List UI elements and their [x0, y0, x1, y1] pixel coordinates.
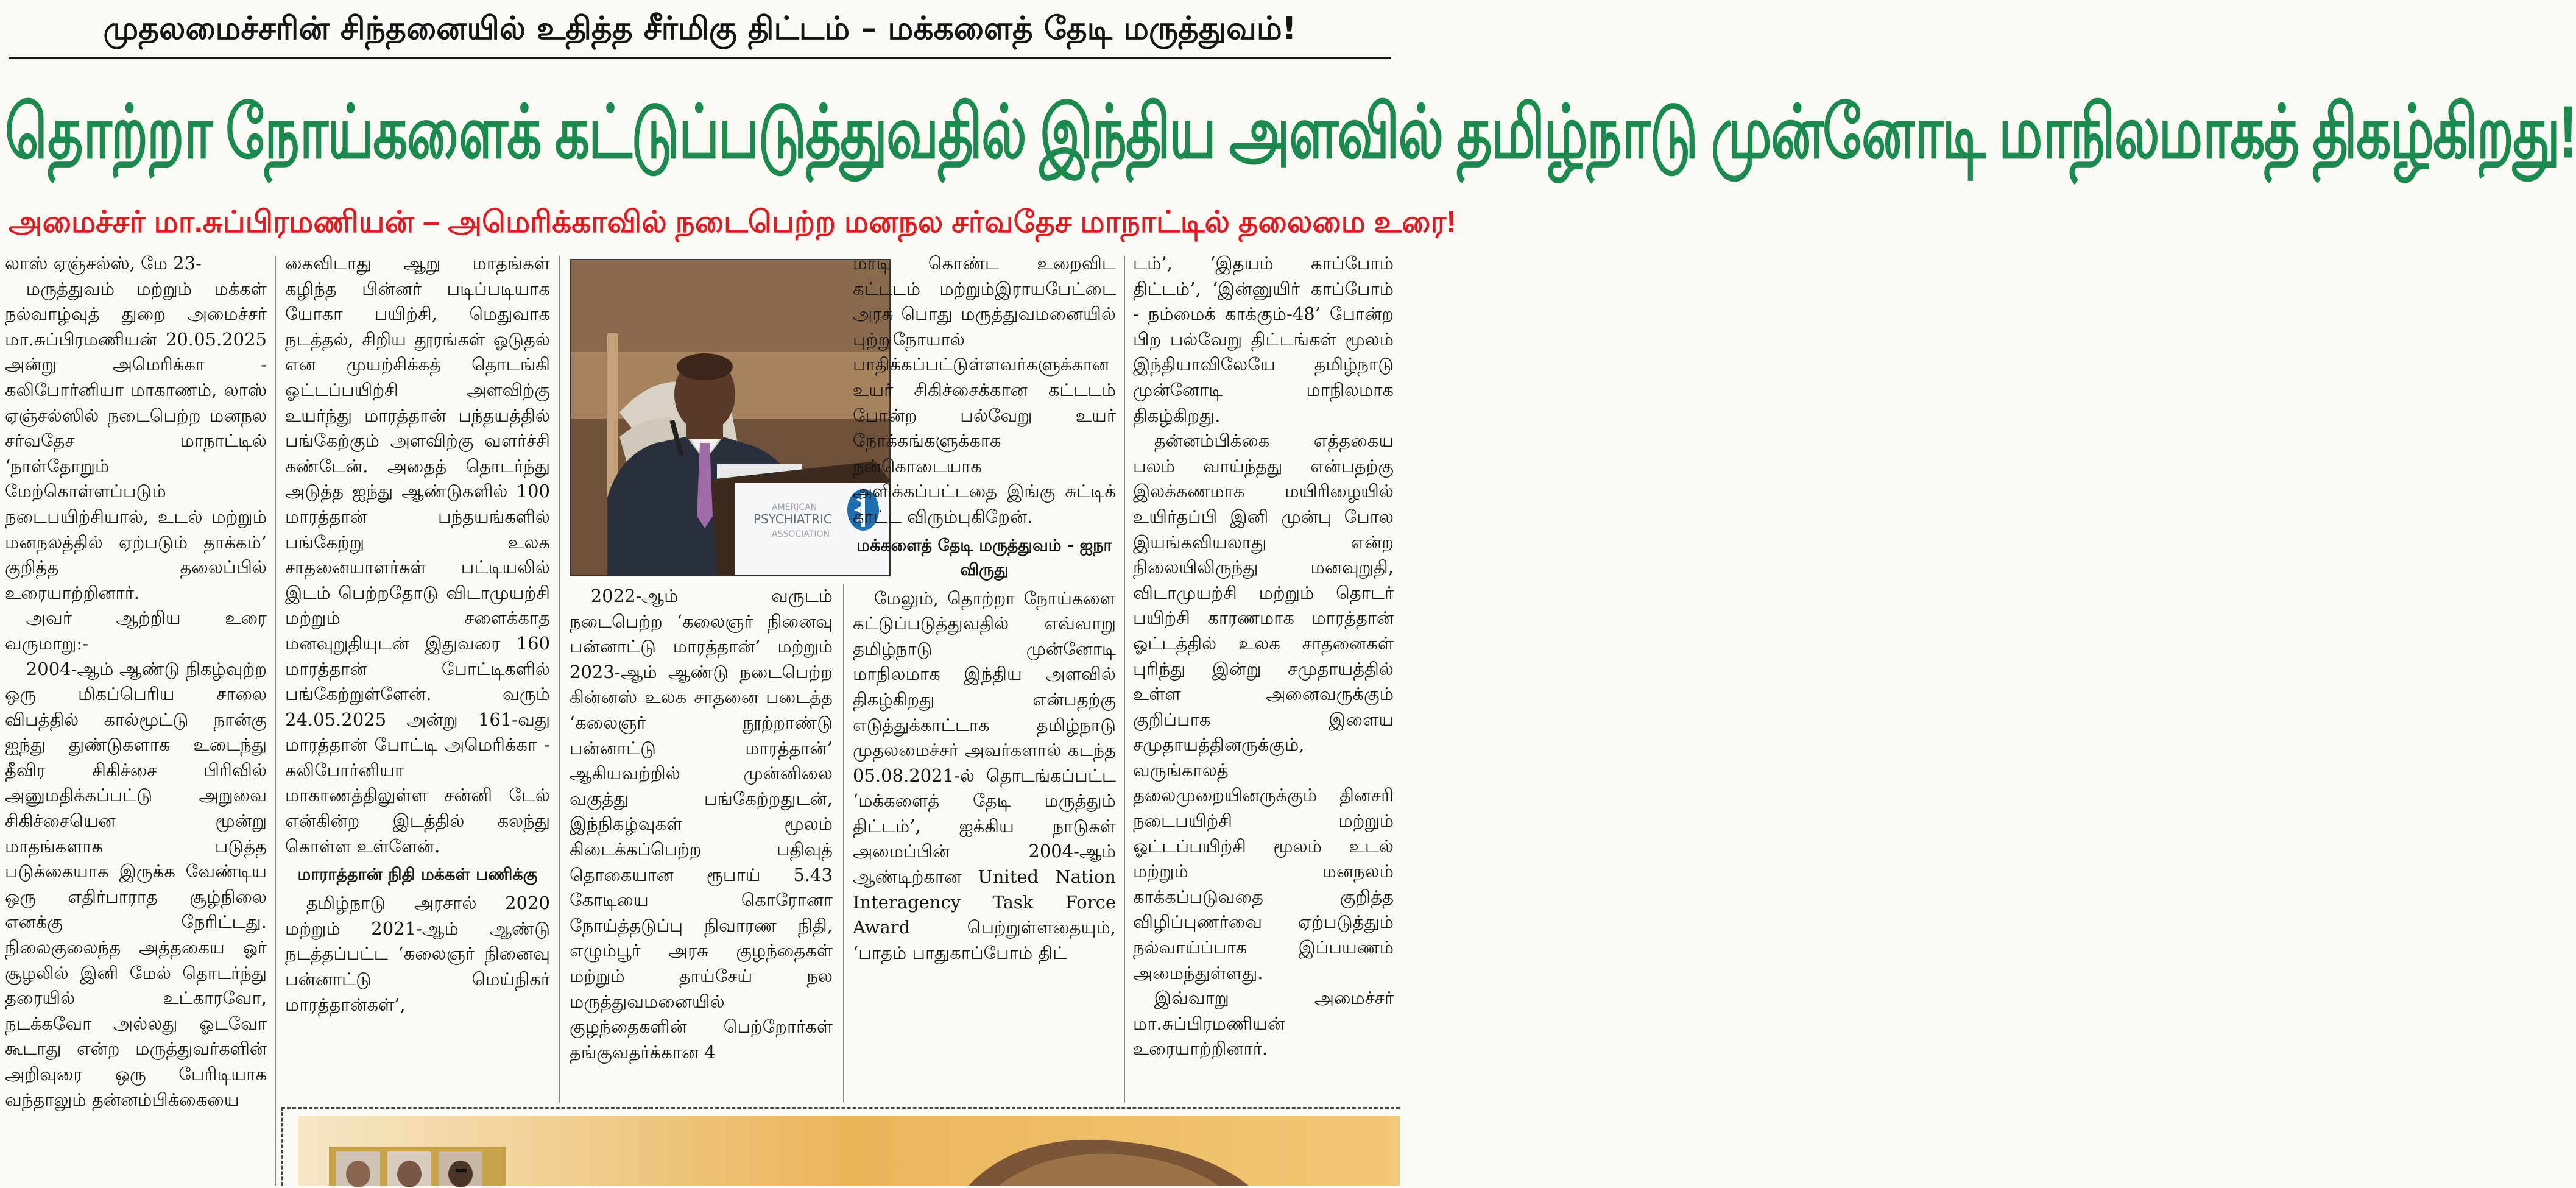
column-divider	[559, 256, 560, 1103]
article-paragraph: இவ்வாறு அமைச்சர் மா.சுப்பிரமணியன் உரையாற்றினார்.	[1133, 988, 1394, 1059]
section-subheading: மக்களைத் தேடி மருத்துவம் - ஐநா விருது	[856, 536, 1112, 579]
article-paragraph: மாடி கொண்ட உறைவிட கட்டடம் மற்றும்இராயபேட்டை அரசு பொது மருத்துவமனையில் புற்றுநோயால் பாதிக்கப்பட்டுள்ளவர்களுக்கான உயர் சிகிச்சைக்கான கட்டடம் போன்ற பல்வேறு உயர் நோக்கங்களுக்காக நன்கொடையாக அளிக்கப்பட்டதை இங்கு சுட்டிக் காட்ட விரும்புகிறேன்.	[853, 253, 1116, 527]
article-column-3	[570, 584, 833, 1098]
article-column-2	[285, 251, 550, 1098]
article-paragraph: மருத்துவம் மற்றும் மக்கள் நல்வாழ்வுத் துறை அமைச்சர் மா.சுப்பிரமணியன் 20.05.2025 அன்று அமெரிக்கா - கலிபோர்னியா மாகாணம், லாஸ் ஏஞ்சல்ஸில் நடைபெற்ற மனநல சர்வதேச மாநாட்டில் ‘நாள்தோறும் மேற்கொள்ளப்படும் நடைபயிற்சியால், உடல் மற்றும் மனநலத்தில் ஏற்படும் தாக்கம்’ குறித்த தலைப்பில் உரையாற்றினார்.	[5, 278, 267, 603]
column-divider	[1124, 256, 1125, 1103]
article-paragraph: தன்னம்பிக்கை எத்தகைய பலம் வாய்ந்தது என்பதற்கு இலக்கணமாக மயிரிழையில் உயிர்தப்பி இனி முன்பு போல இயங்கவியலாது என்ற நிலையிலிருந்து மனவுறுதி, விடாமுயற்சி மற்றும் தொடர் பயிற்சி காரணமாக மாரத்தான் ஓட்டத்தில் உலக சாதனைகள் புரிந்து இன்று சமுதாயத்தில் உள்ள அனைவருக்கும் குறிப்பாக இளைய சமுதாயத்தினருக்கும், வருங்காலத் தலைமுறையினருக்கும் தினசரி நடைபயிற்சி மற்றும் ஓட்டப்பயிற்சி மூலம் உடல் மற்றும் மனநலம் காக்கப்படுவதை குறித்த விழிப்புணர்வை ஏற்படுத்தும் நல்வாய்ப்பாக இப்பயணம் அமைந்துள்ளது.	[1133, 430, 1394, 983]
article-column-1	[5, 251, 267, 1186]
main-headline: தொற்றா நோய்களைக் கட்டுப்படுத்துவதில் இந்திய அளவில் தமிழ்நாடு முன்னோடி மாநிலமாகத் திகழ்கிறது!	[5, 91, 2576, 174]
column-divider	[275, 256, 276, 1186]
advertisement-image	[298, 1116, 1400, 1186]
article-paragraph: அவர் ஆற்றிய உரை வருமாறு:-	[5, 607, 267, 654]
podium-logo-line1: AMERICAN	[772, 503, 817, 512]
section-subheading: மாராத்தான் நிதி மக்கள் பணிக்கு	[297, 865, 538, 885]
podium-logo-line2: PSYCHIATRIC	[753, 512, 832, 526]
column-divider	[843, 584, 844, 1103]
article-photo	[570, 259, 891, 576]
article-column-4	[853, 251, 1116, 1098]
article-paragraph: கைவிடாது ஆறு மாதங்கள் கழிந்த பின்னர் படிப்படியாக யோகா பயிற்சி, மெதுவாக நடத்தல், சிறிய தூரங்கள் ஓடுதல் என முயற்சிக்கத் தொடங்கி ஓட்டப்பயிற்சி அளவிற்கு உயர்ந்து மாரத்தான் பந்தயத்தில் பங்கேற்கும் அளவிற்கு வளர்ச்சி கண்டேன். அதைத் தொடர்ந்து அடுத்த ஐந்து ஆண்டுகளில் 100 மாரத்தான் பந்தயங்களில் பங்கேற்று உலக சாதனையாளர்கள் பட்டியலில் இடம் பெற்றதோடு விடாமுயற்சி மற்றும் சளைக்காத மனவுறுதியுடன் இதுவரை 160 மாரத்தான் போட்டிகளில் பங்கேற்றுள்ளேன். வரும் 24.05.2025 அன்று 161-வது மாரத்தான் போட்டி அமெரிக்கா - கலிபோர்னியா மாகாணத்திலுள்ள சன்னி டேல் என்கின்ற இடத்தில் கலந்து கொள்ள உள்ளேன்.	[285, 253, 550, 857]
kicker-headline: முதலமைச்சரின் சிந்தனையில் உதித்த சீர்மிகு திட்டம் – மக்களைத் தேடி மருத்துவம்!	[103, 10, 1297, 47]
advertisement-strip	[298, 1116, 1400, 1186]
article-paragraph: டம்’, ‘இதயம் காப்போம் திட்டம்’, ‘இன்னுயிர் காப்போம் - நம்மைக் காக்கும்-48’ போன்ற பிற பல்வேறு திட்டங்கள் மூலம் இந்தியாவிலேயே தமிழ்நாடு முன்னோடி மாநிலமாக திகழ்கிறது.	[1133, 253, 1394, 426]
article-paragraph: தமிழ்நாடு அரசால் 2020 மற்றும் 2021-ஆம் ஆண்டு நடத்தப்பட்ட ‘கலைஞர் நினைவு பன்னாட்டு மெய்நிகர் மாரத்தான்கள்’,	[285, 893, 550, 1015]
article-paragraph: 2022-ஆம் வருடம் நடைபெற்ற ‘கலைஞர் நினைவு பன்னாட்டு மாரத்தான்’ மற்றும் 2023-ஆம் ஆண்டு நடைபெற்ற கின்னஸ் உலக சாதனை படைத்த ‘கலைஞர் நூற்றாண்டு பன்னாட்டு மாரத்தான்’ ஆகியவற்றில் முன்னிலை வகுத்து பங்கேற்றதுடன், இந்நிகழ்வுகள் மூலம் கிடைக்கப்பெற்ற பதிவுத் தொகையான ரூபாய் 5.43 கோடியை கொரோனா நோய்த்தடுப்பு நிவாரண நிதி, எழும்பூர் அரசு குழந்தைகள் மற்றும் தாய்சேய் நல மருத்துவமனையில் குழந்தைகளின் பெற்றோர்கள் தங்குவதர்க்கான 4	[570, 585, 833, 1062]
sub-headline: அமைச்சர் மா.சுப்பிரமணியன் – அமெரிக்காவில் நடைபெற்ற மனநல சர்வதேச மாநாட்டில் தலைமை உரை!	[9, 205, 1456, 239]
speaker-at-podium-photo	[571, 260, 889, 575]
advert-border-left	[281, 1107, 283, 1186]
article-paragraph: மேலும், தொற்றா நோய்களை கட்டுப்படுத்துவதில் எவ்வாறு தமிழ்நாடு முன்னோடி மாநிலமாக இந்திய அளவில் திகழ்கிறது என்பதற்கு எடுத்துக்காட்டாக தமிழ்நாடு முதலமைச்சர் அவர்களால் கடந்த 05.08.2021-ல் தொடங்கப்பட்ட ‘மக்களைத் தேடி மருத்தும் திட்டம்’, ஐக்கிய நாடுகள் அமைப்பின் 2004-ஆம் ஆண்டிற்கான United Nation Interagency Task Force Award பெற்றுள்ளதையும், ‘பாதம் பாதுகாப்போம் திட்	[853, 587, 1116, 963]
article-column-5	[1133, 251, 1394, 1098]
dateline: லாஸ் ஏஞ்சல்ஸ், மே 23-	[5, 253, 202, 274]
advert-border-top	[281, 1107, 1400, 1109]
podium-logo-line3: ASSOCIATION	[772, 529, 830, 539]
article-paragraph: 2004-ஆம் ஆண்டு நிகழ்வுற்ற ஒரு மிகப்பெரிய சாலை விபத்தில் கால்மூட்டு நான்கு ஐந்து துண்டுகளாக உடைந்து தீவிர சிகிச்சை பிரிவில் அனுமதிக்கப்பட்டு அறுவை சிகிச்சையென மூன்று மாதங்களாக படுத்த படுக்கையாக இருக்க வேண்டிய ஒரு எதிர்பாராத சூழ்நிலை எனக்கு நேரிட்டது. நிலைகுலைந்த அத்தகைய ஓர் சூழலில் இனி மேல் தொடர்ந்து தரையில் உட்காரவோ, நடக்கவோ அல்லது ஓடவோ கூடாது என்ற மருத்துவர்களின் அறிவுரை ஒரு பேரிடியாக வந்தாலும் தன்னம்பிக்கையை	[5, 658, 267, 1110]
